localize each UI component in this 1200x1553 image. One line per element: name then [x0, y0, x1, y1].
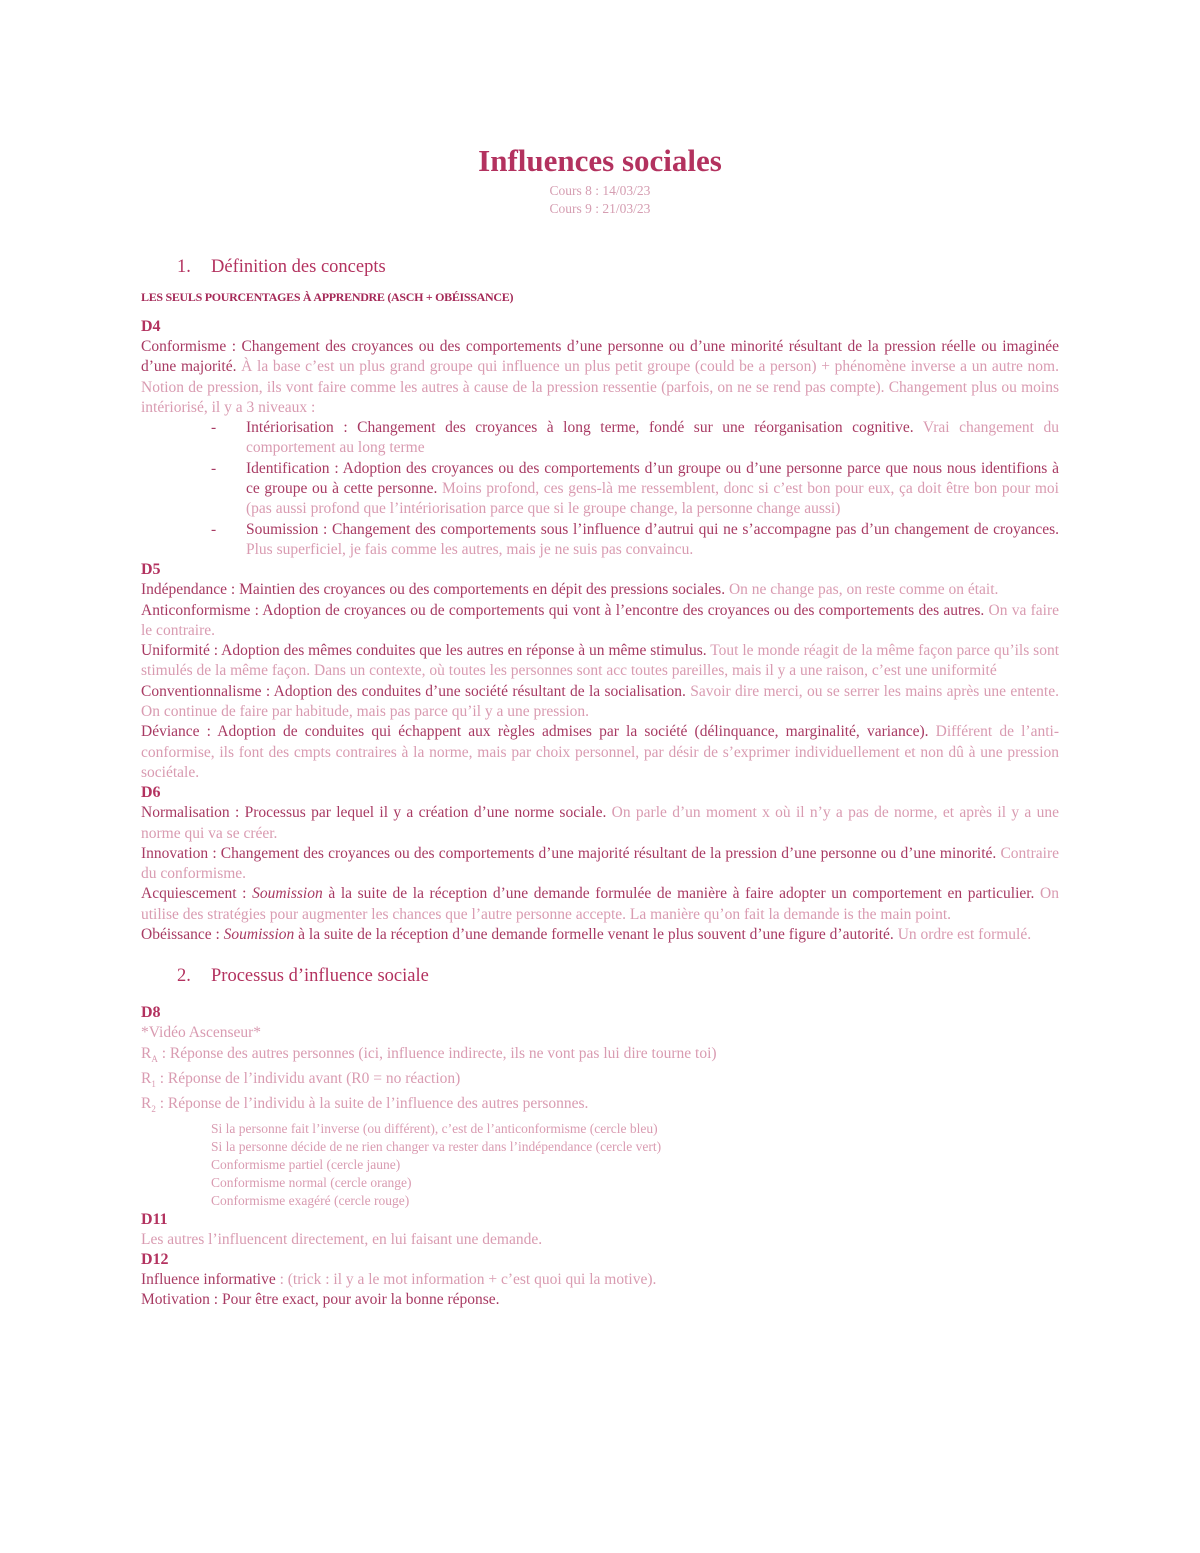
definition-anticonformisme: [141, 601, 1059, 642]
note-text: Différent de l’anti-conformise, ils font des cmpts contraires à la norme, mais par choix personnel, par désir de s’exprimer individuellement et non dû à une pression sociétale.: [141, 723, 1059, 781]
definition-text: Normalisation : Processus par lequel il y a création d’une norme sociale.: [141, 804, 607, 822]
indented-note: Si la personne fait l’inverse (ou différent), c’est de l’anticonformisme (cercle bleu): [211, 1120, 658, 1136]
response-text: : Réponse de l’individu à la suite de l’influence des autres personnes.: [155, 1095, 589, 1113]
section-label: Processus d’influence sociale: [211, 966, 429, 987]
percentages-warning: LES SEULS POURCENTAGES À APPRENDRE (ASCH + OBÉISSANCE): [141, 290, 514, 304]
slide-label-d12: D12: [141, 1251, 169, 1269]
response-subscript: 2: [151, 1104, 156, 1115]
note-text: On va faire le contraire.: [141, 601, 1059, 639]
italic-term: Soumission: [223, 926, 295, 944]
definition-acquiescement: [141, 884, 1059, 925]
note-text: Tout le monde réagit de la même façon parce qu’ils sont stimulés de la même façon. Dans un contexte, où toutes les personnes sont acc toutes pareilles, mais il y a une raison, c’est une uniformité: [141, 642, 1059, 680]
definition-independance: [141, 580, 1059, 600]
definition-text: Anticonformisme : Adoption de croyances ou de comportements qui vont à l’encontre des croyances ou des comportements des autres.: [141, 601, 985, 619]
definition-text: Intériorisation : Changement des croyances à long terme, fondé sur une réorganisation cognitive.: [246, 419, 914, 437]
note-text: : (trick : il y a le mot information + c’est quoi qui la motive).: [275, 1271, 657, 1289]
section-heading-1: [141, 254, 1059, 280]
definition-text: à la suite de la réception d’une demande formulée de manière à faire adopter un comportement en particulier.: [322, 885, 1035, 903]
document-title: Influences sociales: [478, 143, 722, 178]
note-text: Plus superficiel, je fais comme les autres, mais je ne suis pas convaincu.: [246, 540, 694, 558]
slide-label-d8: D8: [141, 1004, 161, 1022]
list-item: [141, 418, 1059, 459]
section-number: 2.: [177, 966, 191, 987]
response-subscript: 1: [151, 1079, 156, 1090]
definition-obeissance: [141, 925, 1059, 945]
slide-label-d4: D4: [141, 318, 161, 335]
definition-text: Soumission : Changement des comportements sous l’influence d’autrui qui ne s’accompagne pas d’un changement de croyances.: [246, 520, 1059, 538]
video-label: *Vidéo Ascenseur*: [141, 1024, 262, 1042]
note-text: À la base c’est un plus grand groupe qui influence un plus petit groupe (could be a person) + phénomène inverse a un autre nom. Notion de pression, ils vont faire comme les autres à cause de la pression ressentie (parfois, on ne se rend pas compte). Changement plus ou moins intériorisé, il y a 3 niveaux :: [141, 358, 1059, 416]
definition-text: Indépendance : Maintien des croyances ou des comportements en dépit des pressions sociales.: [141, 581, 726, 599]
definition-text: Conventionnalisme : Adoption des conduites d’une société résultant de la socialisation.: [141, 682, 686, 700]
note-text: Contraire du conformisme.: [141, 844, 1059, 883]
slide-label-d11: D11: [141, 1210, 168, 1228]
section-number: 1.: [177, 257, 191, 277]
definition-conformisme: [141, 337, 1059, 418]
d11-text: Les autres l’influencent directement, en lui faisant une demande.: [141, 1230, 543, 1248]
note-text: Vrai changement du comportement au long terme: [246, 419, 1059, 457]
definition-text: Identification : Adoption des croyances ou des comportements d’un groupe ou d’une personne parce que nous nous identifions à ce groupe ou à cette personne.: [246, 459, 1059, 498]
note-text: Savoir dire merci, ou se serrer les mains après une entente. On continue de faire par habitude, mais pas parce qu’il y a une pression.: [141, 682, 1059, 721]
course-date-2: Cours 9 : 21/03/23: [549, 201, 651, 216]
note-text: On ne change pas, on reste comme on était.: [725, 581, 999, 599]
note-text: On utilise des stratégies pour augmenter les chances que l’autre personne accepte. La manière qu’on fait la demande is the main point.: [141, 885, 1059, 923]
note-text: Moins profond, ces gens-là me ressemblent, donc si c’est bon pour eux, ça doit être bon pour moi (pas aussi profond que l’intériorisation parce que si le groupe change, la personne change aussi): [246, 480, 1059, 518]
definition-text: Conformisme : Changement des croyances ou des comportements d’une personne ou d’une minorité résultant de la pression réelle ou imaginée d’une majorité.: [141, 338, 1059, 376]
section-label: Définition des concepts: [211, 257, 386, 277]
slide-label-d5: D5: [141, 561, 161, 579]
motivation-line: Motivation : Pour être exact, pour avoir la bonne réponse.: [141, 1291, 500, 1309]
response-line-ra: [141, 1044, 1059, 1069]
conformisme-levels-list: [141, 418, 1059, 560]
list-item: [141, 459, 1059, 520]
definition-normalisation: [141, 803, 1059, 844]
response-text: : Réponse de l’individu avant (R0 = no réaction): [155, 1070, 461, 1087]
definition-text: Déviance : Adoption de conduites qui échappent aux règles admises par la société (délinquance, marginalité, variance).: [141, 723, 929, 741]
response-text: : Réponse des autres personnes (ici, influence indirecte, ils ne vont pas lui dire tourne toi): [157, 1044, 717, 1062]
definition-text: Innovation : Changement des croyances ou des comportements d’une majorité résultant de la pression d’une personne ou d’une minorité.: [141, 844, 997, 862]
response-symbol: R: [141, 1070, 152, 1087]
note-text: Un ordre est formulé.: [893, 926, 1032, 944]
section-heading-2: [141, 963, 1059, 989]
italic-term: Soumission: [252, 885, 323, 903]
bullet-dash: -: [211, 419, 217, 437]
response-symbol: R: [141, 1044, 152, 1062]
note-text: On parle d’un moment x où il n’y a pas de norme, et après il y a une norme qui va se créer.: [141, 804, 1059, 842]
definition-conventionnalisme: [141, 682, 1059, 723]
response-subscript: A: [151, 1053, 158, 1064]
bullet-dash: -: [211, 459, 217, 477]
list-item: [141, 520, 1059, 561]
definition-term: Obéissance :: [141, 926, 224, 944]
indented-note: Conformisme partiel (cercle jaune): [211, 1156, 401, 1172]
definition-text: à la suite de la réception d’une demande formelle venant le plus souvent d’une figure d’autorité.: [294, 926, 894, 944]
definition-text: Uniformité : Adoption des mêmes conduites que les autres en réponse à un même stimulus.: [141, 642, 707, 660]
response-line-r1: [141, 1069, 1059, 1094]
indented-note: Conformisme exagéré (cercle rouge): [211, 1192, 410, 1208]
slide-label-d6: D6: [141, 784, 161, 802]
definition-deviance: [141, 722, 1059, 783]
response-symbol: R: [141, 1095, 152, 1113]
influence-informative-line: [141, 1270, 1059, 1290]
definition-innovation: [141, 844, 1059, 885]
indented-note: Conformisme normal (cercle orange): [211, 1174, 412, 1190]
definition-term: Influence informative: [141, 1271, 276, 1289]
definition-uniformite: [141, 641, 1059, 682]
response-line-r2: [141, 1094, 1059, 1119]
indented-note: Si la personne décide de ne rien changer va rester dans l’indépendance (cercle vert): [211, 1138, 662, 1154]
document-page: [141, 140, 1059, 1311]
definition-term: Acquiescement :: [141, 885, 253, 903]
bullet-dash: -: [211, 520, 217, 538]
course-date-1: Cours 8 : 14/03/23: [549, 183, 651, 198]
